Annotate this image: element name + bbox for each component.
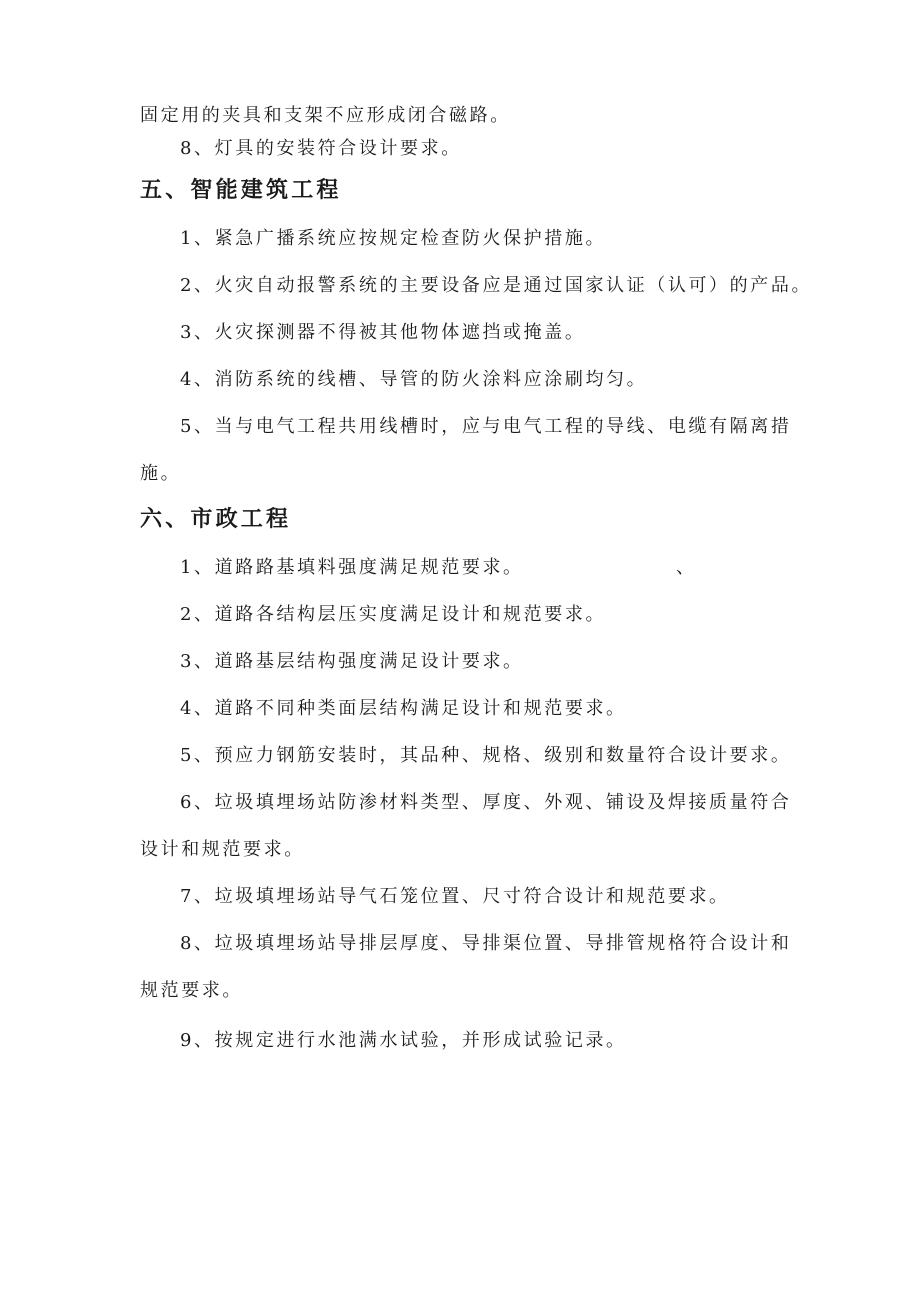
list-item-continuation: 施。: [140, 463, 182, 484]
list-item: 7、垃圾填埋场站导气石笼位置、尺寸符合设计和规范要求。: [180, 886, 730, 907]
list-item: 5、当与电气工程共用线槽时，应与电气工程的导线、电缆有隔离措: [180, 416, 792, 437]
list-item: 6、垃圾填埋场站防渗材料类型、厚度、外观、铺设及焊接质量符合: [180, 792, 792, 813]
section-heading: 五、智能建筑工程: [140, 177, 342, 203]
list-item: 3、火灾探测器不得被其他物体遮挡或掩盖。: [180, 322, 586, 343]
list-item: 2、火灾自动报警系统的主要设备应是通过国家认证（认可）的产品。: [180, 275, 813, 296]
list-item: 3、道路基层结构强度满足设计要求。: [180, 651, 524, 672]
list-item: 8、垃圾填埋场站导排层厚度、导排渠位置、导排管规格符合设计和: [180, 933, 792, 954]
list-item: 4、道路不同种类面层结构满足设计和规范要求。: [180, 698, 627, 719]
stray-punctuation: 、: [676, 557, 694, 578]
list-item: 5、预应力钢筋安装时，其品种、规格、级别和数量符合设计要求。: [180, 745, 792, 766]
list-item: 2、道路各结构层压实度满足设计和规范要求。: [180, 604, 607, 625]
list-item: 9、按规定进行水池满水试验，并形成试验记录。: [180, 1030, 627, 1051]
list-item-continuation: 设计和规范要求。: [140, 839, 305, 860]
list-item: 1、紧急广播系统应按规定检查防火保护措施。: [180, 228, 607, 249]
list-item: 8、灯具的安装符合设计要求。: [180, 138, 462, 159]
section-heading: 六、市政工程: [140, 506, 292, 532]
list-item: 4、消防系统的线槽、导管的防火涂料应涂刷均匀。: [180, 369, 648, 390]
list-item: 1、道路路基填料强度满足规范要求。: [180, 557, 524, 578]
list-item-continuation: 规范要求。: [140, 980, 243, 1001]
paragraph-line: 固定用的夹具和支架不应形成闭合磁路。: [140, 105, 511, 126]
